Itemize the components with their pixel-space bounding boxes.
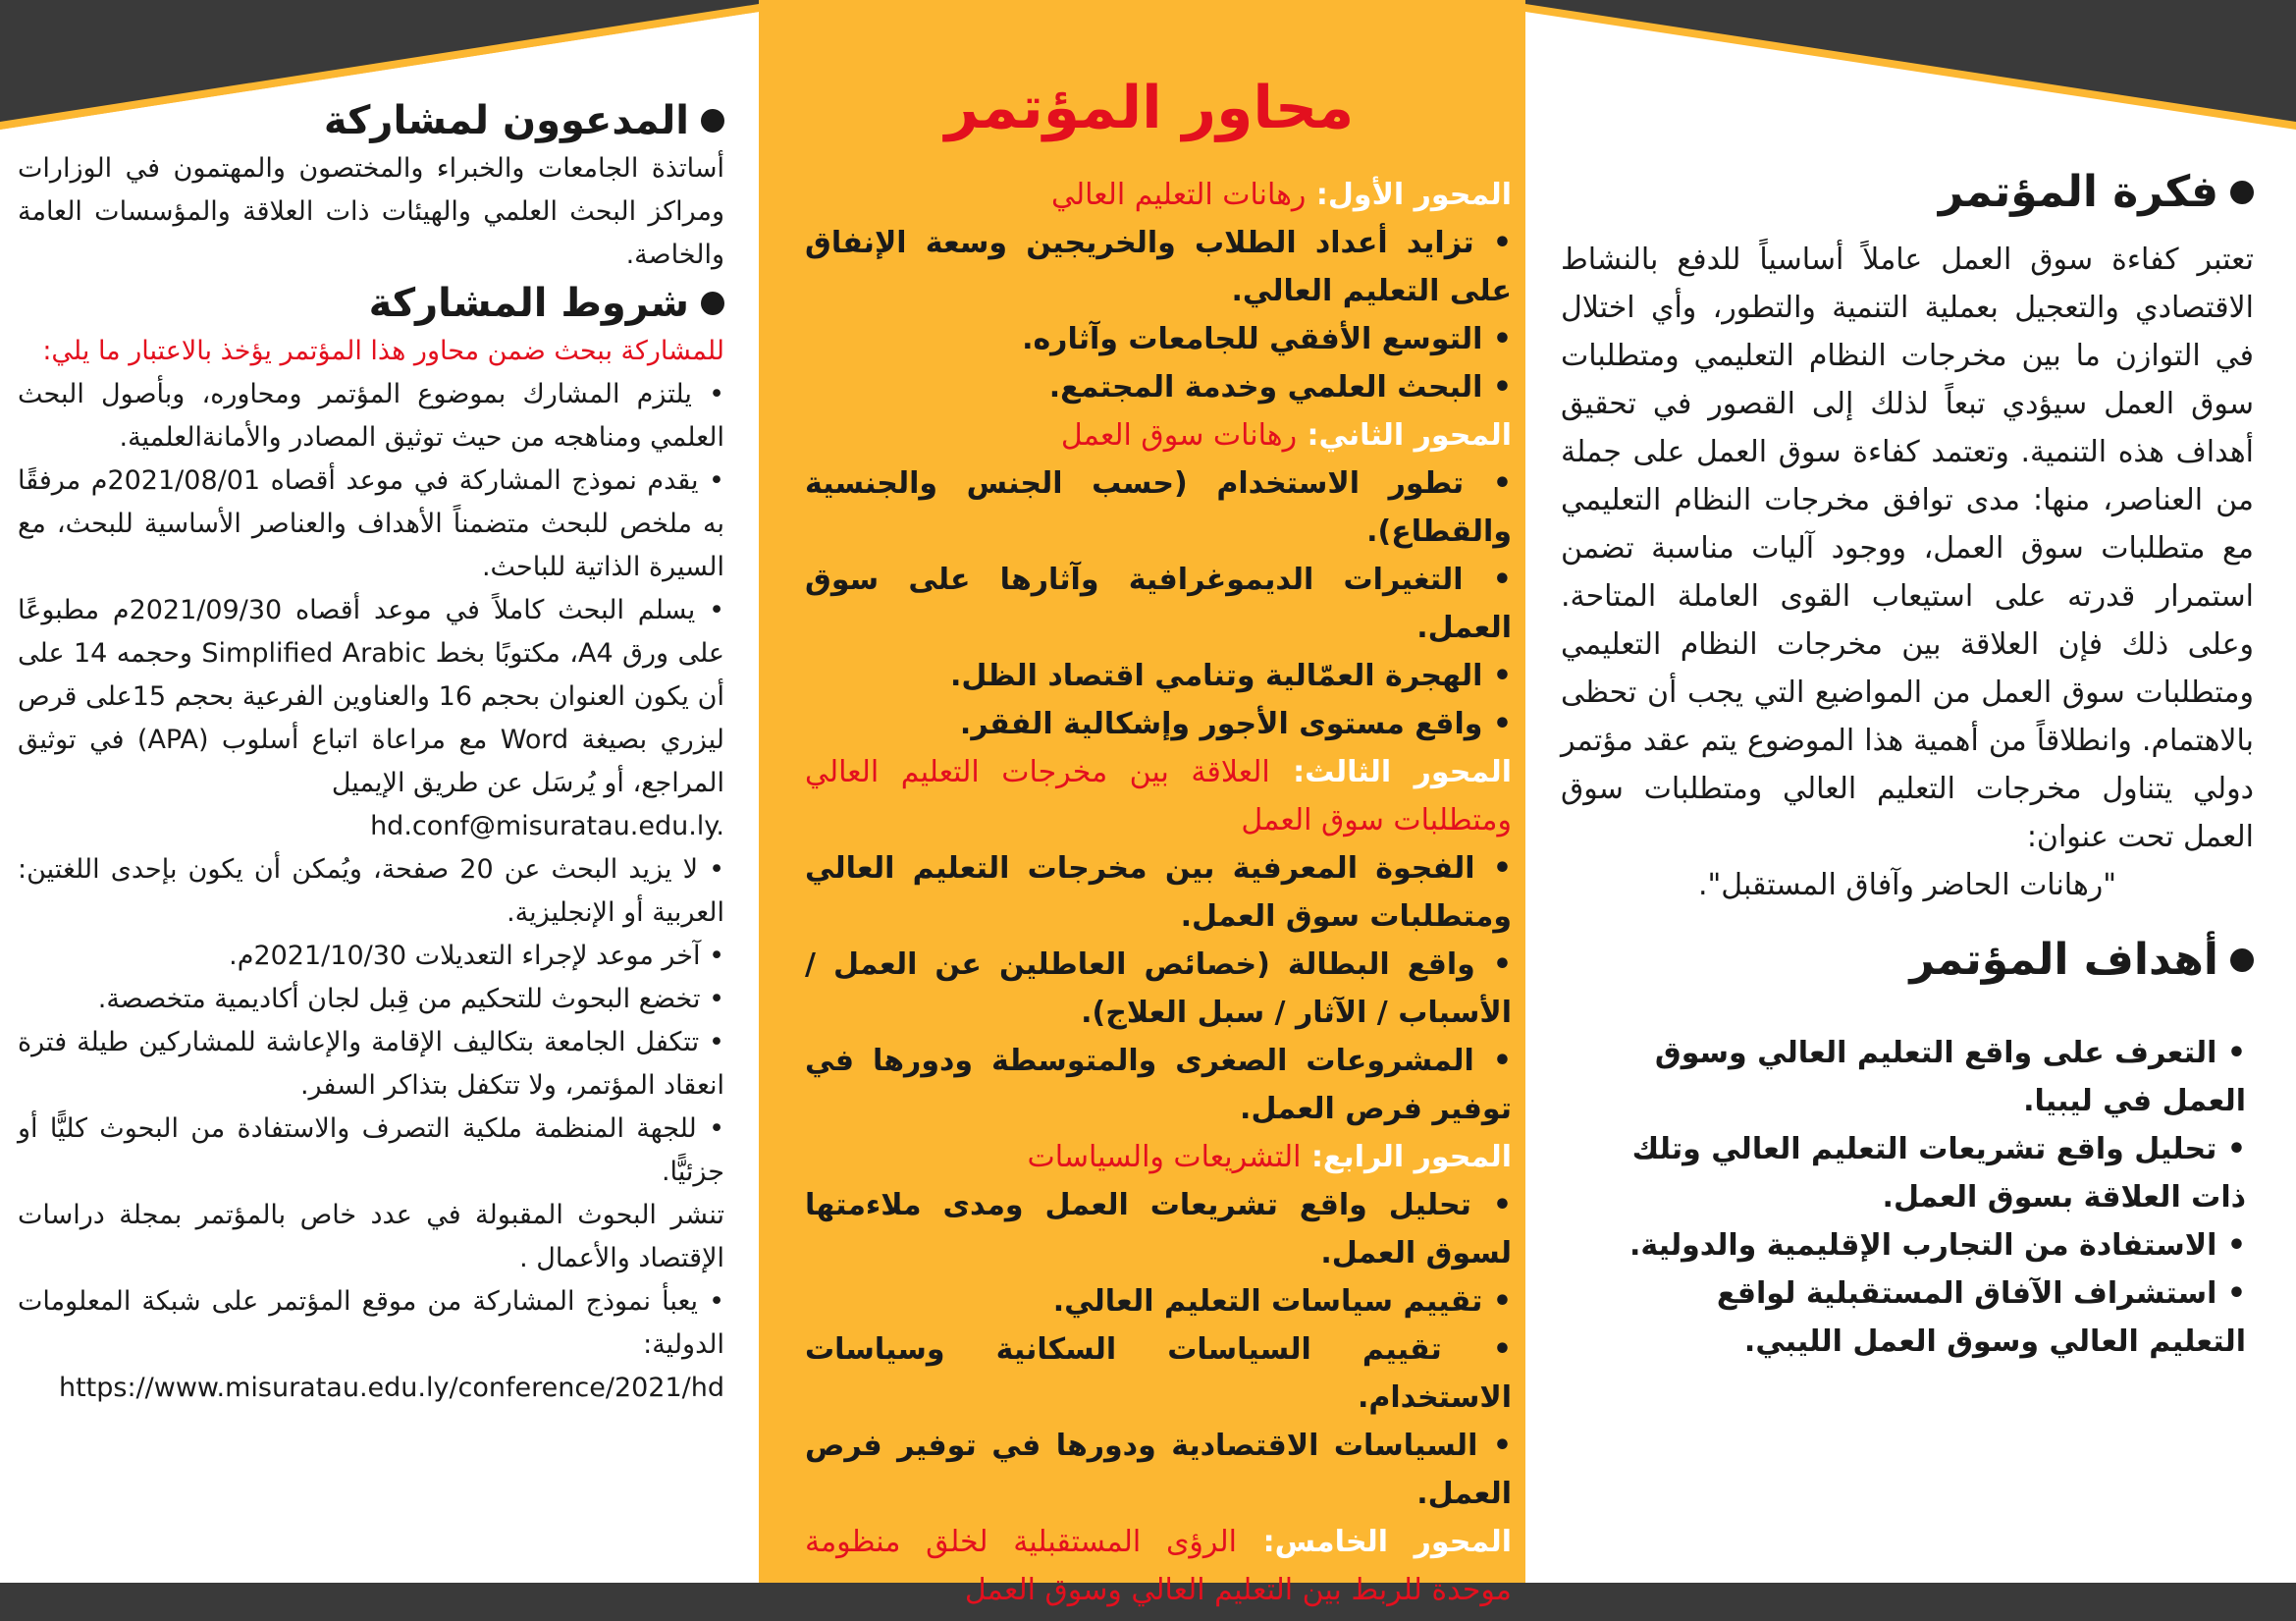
- goals-list: [1561, 1029, 2254, 1366]
- axis-4: [805, 1133, 1512, 1518]
- condition-item-3: • يسلم البحث كاملاً في موعد أقصاه 2021/09/30م مطبوعًا على ورق A4، مكتوبًا بخط Simplified Arabic وحجمه 14 على أن يكون العنوان بحجم 16 والعناوين الفرعية بحجم 15على قرص ليزري بصيغة Word مع مراعاة اتباع أسلوب (APA) في توثيق المراجع، أو يُرسَل عن طريق الإيميل: [18, 595, 725, 798]
- axis-label: المحور الرابع:: [1310, 1140, 1512, 1174]
- condition-item-1: • يلتزم المشارك بموضوع المؤتمر ومحاوره، وبأصول البحث العلمي ومناهجه من حيث توثيق المصادر والأمانةالعلمية.: [18, 379, 724, 453]
- goal-item: • تحليل واقع تشريعات التعليم العالي وتلك ذات العلاقة بسوق العمل.: [1631, 1132, 2246, 1215]
- axis-item: • الفجوة المعرفية بين مخرجات التعليم العالي ومتطلبات سوق العمل.: [805, 851, 1512, 934]
- condition-item-7: • تتكفل الجامعة بتكاليف الإقامة والإعاشة للمشاركين طيلة فترة انعقاد المؤتمر، ولا تتكفل بتذاكر السفر.: [18, 1027, 724, 1101]
- right-panel: [1561, 163, 2254, 1366]
- condition-item-8: • للجهة المنظمة ملكية التصرف والاستفادة من البحوث كليًّا أو جزئيًّا.: [18, 1113, 724, 1187]
- axis-5: [805, 1518, 1512, 1614]
- goal-item: • الاستفادة من التجارب الإقليمية والدولية.: [1629, 1228, 2246, 1263]
- axis-title: رهانات سوق العمل: [1060, 418, 1298, 453]
- invitees-text: أساتذة الجامعات والخبراء والمختصون والمهتمون في الوزارات ومراكز البحث العلمي والهيئات ذات العلاقة والمؤسسات العامة والخاصة.: [18, 153, 724, 270]
- heading-bullet-icon: [701, 292, 724, 315]
- conditions-email[interactable]: hd.conf@misuratau.edu.ly.: [370, 811, 724, 841]
- idea-quote: "رهانات الحاضر وآفاق المستقبل".: [1697, 868, 2117, 902]
- axis-label: المحور الثاني:: [1307, 418, 1512, 453]
- axis-label: المحور الأول:: [1315, 178, 1512, 212]
- heading-bullet-icon: [2230, 181, 2254, 204]
- conditions-intro: للمشاركة ببحث ضمن محاور هذا المؤتمر يؤخذ بالاعتبار ما يلي:: [42, 336, 724, 366]
- axis-label: المحور الخامس:: [1262, 1525, 1512, 1559]
- condition-item-4: • لا يزيد البحث عن 20 صفحة، ويُمكن أن يكون بإحدى اللغتين: العربية أو الإنجليزية.: [18, 854, 724, 928]
- axis-label: المحور الثالث:: [1293, 755, 1512, 789]
- invitees-heading-text: المدعوون لمشاركة: [323, 98, 689, 143]
- axis-title: رهانات التعليم العالي: [1050, 178, 1307, 212]
- invitees-heading: [18, 94, 724, 147]
- idea-text: تعتبر كفاءة سوق العمل عاملاً أساسياً للدفع بالنشاط الاقتصادي والتعجيل بعملية التنمية والتطور، وأي اختلال في التوازن ما بين مخرجات النظام التعليمي ومتطلبات سوق العمل سيؤدي تبعاً لذلك إلى القصور في تحقيق أهداف هذه التنمية. وتعتمد كفاءة سوق العمل على جملة من العناصر، منها: مدى توافق مخرجات النظام التعليمي مع متطلبات سوق العمل، ووجود آليات مناسبة تضمن استمرار قدرته على استيعاب القوى العاملة المتاحة. وعلى ذلك فإن العلاقة بين مخرجات النظام التعليمي ومتطلبات سوق العمل من المواضيع التي يجب أن تحظى بالاهتمام. وانطلاقاً من أهمية هذا الموضوع يتم عقد مؤتمر دولي يتناول مخرجات التعليم العالي ومتطلبات سوق العمل تحت عنوان:: [1561, 243, 2254, 854]
- axis-title: الرؤى المستقبلية لخلق منظومة موحدة للربط بين التعليم العالي وسوق العمل: [805, 1525, 1512, 1607]
- idea-heading: [1561, 163, 2254, 222]
- axis-2: [805, 411, 1512, 748]
- axes-panel: [805, 171, 1512, 1614]
- axis-item: • تقييم السياسات السكانية وسياسات الاستخدام.: [805, 1332, 1512, 1415]
- idea-heading-text: فكرة المؤتمر: [1938, 167, 2218, 217]
- goal-item: • التعرف على واقع التعليم العالي وسوق العمل في ليبيا.: [1654, 1036, 2246, 1118]
- conditions-heading-text: شروط المشاركة: [368, 281, 689, 326]
- axis-title: التشريعات والسياسات: [1027, 1140, 1302, 1174]
- condition-item-9: تنشر البحوث المقبولة في عدد خاص بالمؤتمر بمجلة دراسات الإقتصاد والأعمال .: [18, 1200, 724, 1273]
- axis-item: • المشروعات الصغرى والمتوسطة ودورها في توفير فرص العمل.: [805, 1044, 1512, 1126]
- axis-item: • التوسع الأفقي للجامعات وآثاره.: [1022, 322, 1512, 356]
- axis-1: [805, 171, 1512, 411]
- condition-item-6: • تخضع البحوث للتحكيم من قِبل لجان أكاديمية متخصصة.: [97, 984, 724, 1014]
- axis-item: • تزايد أعداد الطلاب والخريجين وسعة الإنفاق على التعليم العالي.: [805, 226, 1512, 308]
- left-panel: [18, 94, 724, 1410]
- goals-heading-text: أهداف المؤتمر: [1909, 935, 2218, 985]
- axis-item: • تحليل واقع تشريعات العمل ومدى ملاءمتها لسوق العمل.: [805, 1188, 1512, 1270]
- axis-3: [805, 748, 1512, 1133]
- heading-bullet-icon: [701, 109, 724, 133]
- axes-title: محاور المؤتمر: [944, 74, 1355, 142]
- axis-item: • تقييم سياسات التعليم العالي.: [1052, 1284, 1512, 1319]
- condition-item-5: • آخر موعد لإجراء التعديلات 2021/10/30م.: [229, 941, 724, 971]
- axis-item: • واقع مستوى الأجور وإشكالية الفقر.: [959, 707, 1512, 741]
- axis-item: • الهجرة العمّالية وتنامي اقتصاد الظل.: [950, 659, 1512, 693]
- heading-bullet-icon: [2230, 948, 2254, 972]
- goal-item: • استشراف الآفاق المستقبلية لواقع التعليم العالي وسوق العمل الليبي.: [1716, 1276, 2246, 1359]
- axis-item: • السياسات الاقتصادية ودورها في توفير فرص العمل.: [805, 1429, 1512, 1511]
- axis-item: • واقع البطالة (خصائص العاطلين عن العمل / الأسباب / الآثار / سبل العلاج).: [805, 947, 1512, 1030]
- axis-item: • البحث العلمي وخدمة المجتمع.: [1048, 370, 1512, 405]
- axis-item: • تطور الاستخدام (حسب الجنس والجنسية والقطاع).: [805, 466, 1512, 549]
- goals-heading: [1561, 931, 2254, 990]
- conference-url[interactable]: https://www.misuratau.edu.ly/conference/2021/hd: [58, 1373, 724, 1403]
- axis-title: العلاقة بين مخرجات التعليم العالي ومتطلبات سوق العمل: [805, 755, 1512, 838]
- condition-item-10: • يعبأ نموذج المشاركة من موقع المؤتمر على شبكة المعلومات الدولية:: [18, 1286, 724, 1360]
- condition-item-2: • يقدم نموذج المشاركة في موعد أقصاه 2021/08/01م مرفقًا به ملخص للبحث متضمناً الأهداف والعناصر الأساسية للبحث، مع السيرة الذاتية للباحث.: [18, 465, 724, 582]
- right-top-dark-edge: [1525, 0, 2296, 122]
- conditions-heading: [18, 277, 724, 330]
- axis-item: • التغيرات الديموغرافية وآثارها على سوق العمل.: [805, 563, 1512, 645]
